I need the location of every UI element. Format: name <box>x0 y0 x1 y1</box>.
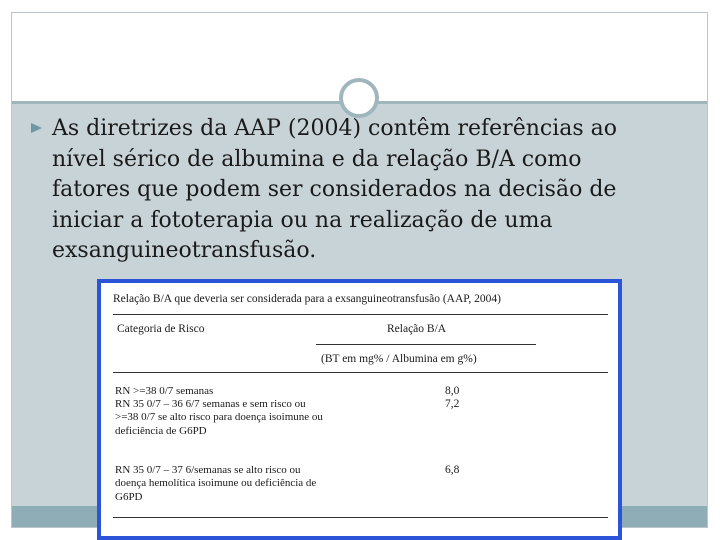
bullet-line: iniciar a fototerapia ou na realização de uma <box>52 207 553 233</box>
column-header-category: Categoria de Risco <box>117 323 205 335</box>
table-rule-sub <box>316 344 536 345</box>
bullet-line: nível sérico de albumina e da relação B/A como <box>52 146 582 172</box>
bullet-text <box>52 114 692 267</box>
decorative-ring-icon <box>339 78 379 118</box>
table-title: Relação B/A que deveria ser considerada para a exsanguineotransfusão (AAP, 2004) <box>113 293 501 305</box>
table-row-category: RN >=38 0/7 semanas <box>115 385 214 397</box>
column-header-ratio: Relação B/A <box>387 323 447 335</box>
table-row-value: 7,2 <box>445 398 460 410</box>
table-row-category: RN 35 0/7 – 36 6/7 semanas e sem risco ou >=38 0/7 se alto risco para doença isoimune ou deficiência de G6PD <box>115 398 323 437</box>
bullet-line: exsanguineotransfusão. <box>52 238 317 263</box>
table-rule-header <box>113 372 608 373</box>
bullet-line: fatores que podem ser considerados na decisão de <box>52 177 617 202</box>
column-header-unit: (BT em mg% / Albumina em g%) <box>321 353 477 365</box>
table-row-category: RN 35 0/7 – 37 6/semanas se alto risco ou doença hemolítica isoimune ou deficiência de G6PD <box>115 464 317 503</box>
bullet-arrow-icon <box>31 123 42 133</box>
table-row-value: 6,8 <box>445 464 460 476</box>
table-row-value: 8,0 <box>445 385 460 397</box>
table-rule-top <box>113 314 608 315</box>
table-rule-bottom <box>113 517 608 518</box>
bullet-line: As diretrizes da AAP (2004) contêm referências ao <box>52 116 617 141</box>
ratio-table <box>97 279 622 540</box>
